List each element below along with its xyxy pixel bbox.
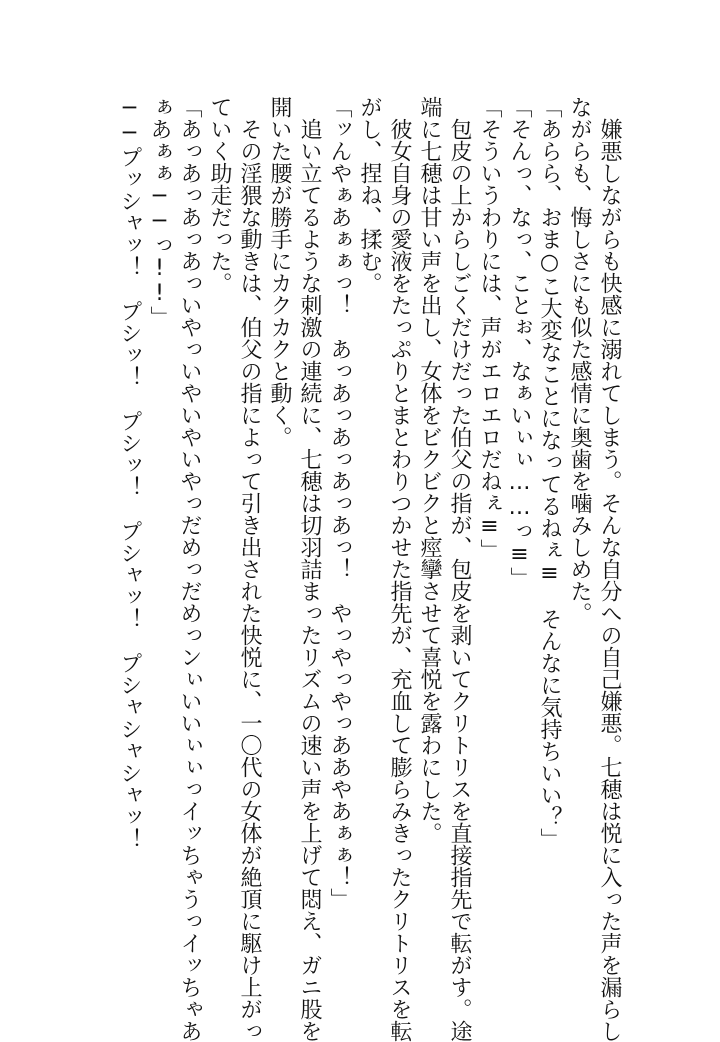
text-column: 「ッんやぁあぁぁっ！ あっあっあっあっあっ！ やっやっやっああやあぁぁ！」 bbox=[327, 96, 352, 910]
text-column: ていく助走だった。 bbox=[207, 96, 232, 294]
text-column: がし、捏ね、揉む。 bbox=[357, 96, 382, 294]
text-column: 「あらら、おま○こ大変なことになってるねぇ≡ そんなに気持ちいい？」 bbox=[537, 96, 562, 850]
text-column: ぁあぁぁ──っ!!」 bbox=[147, 96, 172, 328]
text-column: ながらも、悔しさにも似た感情に奥歯を噛みしめた。 bbox=[567, 96, 592, 624]
text-column: ──プッシャッ！ プシッ！ プシッ！ プシャッ！ プシャシャシャッ！ bbox=[117, 96, 142, 850]
text-column: 包皮の上からしごくだけだった伯父の指が、包皮を剥いてクリトリスを直接指先で転がす。途 bbox=[447, 96, 472, 1042]
text-column: 彼女自身の愛液をたっぷりとまとわりつかせた指先が、充血して膨らみきったクリトリスを転 bbox=[387, 96, 412, 1042]
text-column: 追い立てるような刺激の連続に、七穂は切羽詰まったリズムの速い声を上げて悶え、ガニ股を bbox=[297, 96, 322, 1042]
text-column: 開いた腰が勝手にカクカクと動く。 bbox=[267, 96, 292, 448]
text-column: 端に七穂は甘い声を出し、女体をビクビクと痙攣させて喜悦を露わにした。 bbox=[417, 96, 442, 844]
text-column: 「あっあっあっあっいやっいやいやいやっだめっだめっンぃいいぃぃっイッちゃうっイッちゃあ bbox=[177, 96, 202, 1042]
text-column: 嫌悪しながらも快感に溺れてしまう。そんな自分への自己嫌悪。七穂は悦に入った声を漏らし bbox=[597, 96, 622, 1042]
text-column: 「そんっ、なっ、ことぉ、なぁいぃぃ……っ≡」 bbox=[507, 96, 532, 589]
text-column: 「そういうわりには、声がエロエロだねぇ≡」 bbox=[477, 96, 502, 561]
text-column: その淫猥な動きは、伯父の指によって引き出された快悦に、一〇代の女体が絶頂に駆け上がっ bbox=[237, 96, 262, 1042]
